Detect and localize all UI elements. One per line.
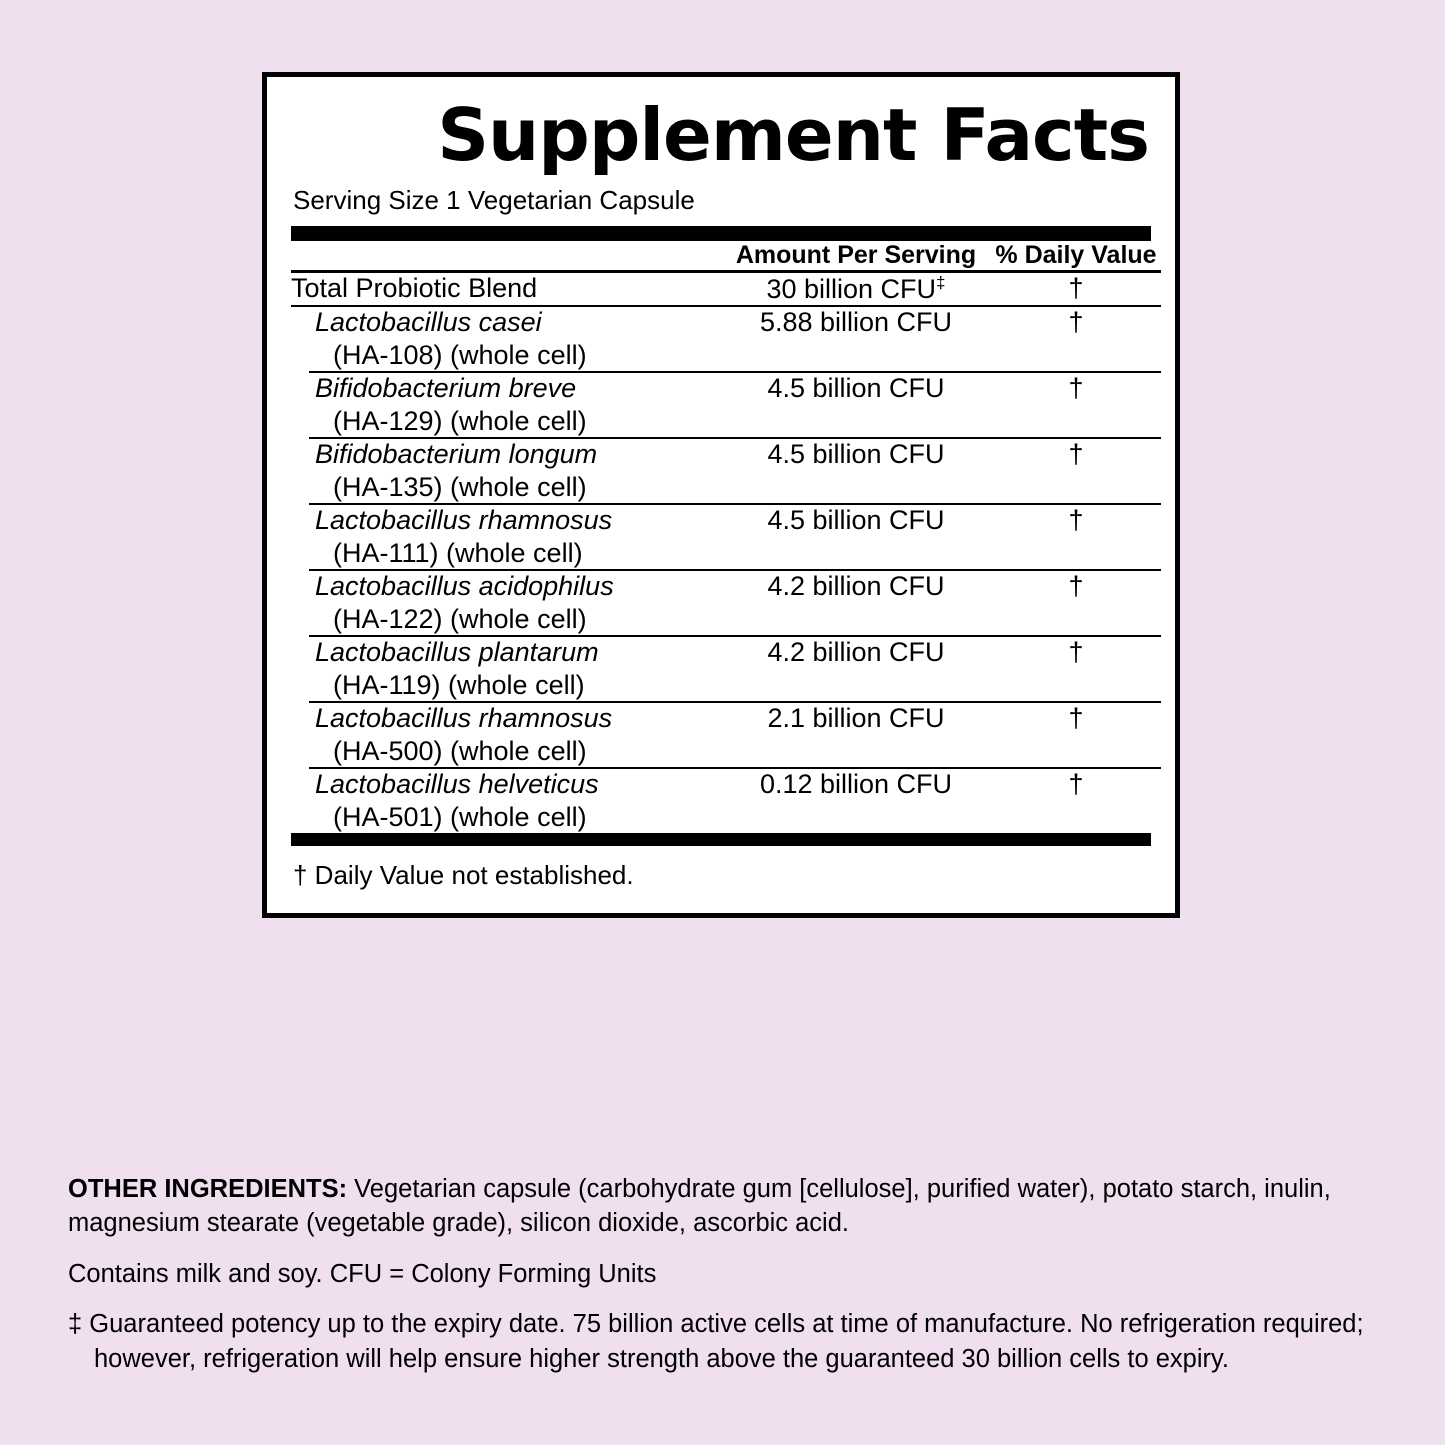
organism-name: Lactobacillus helveticus [315, 769, 599, 799]
ingredient-name-cell [291, 439, 721, 503]
ingredient-dv: † [1068, 769, 1084, 799]
strain-name: (HA-501) (whole cell) [333, 802, 587, 832]
ingredient-amount: 4.5 billion CFU [767, 439, 945, 469]
ingredient-amount: 5.88 billion CFU [759, 307, 953, 337]
table-row [291, 373, 1161, 437]
strain-name: (HA-111) (whole cell) [333, 538, 583, 568]
total-blend-amount-marker: ‡ [936, 273, 946, 292]
ingredient-dv: † [1068, 703, 1084, 733]
supplement-facts-panel [262, 72, 1180, 918]
ingredient-name-cell [291, 505, 721, 569]
ingredient-amount: 0.12 billion CFU [759, 769, 953, 799]
ingredient-dv: † [1068, 439, 1084, 469]
ingredient-dv: † [1068, 307, 1084, 337]
header-daily-value: % Daily Value [995, 241, 1157, 269]
strain-name: (HA-119) (whole cell) [333, 670, 585, 700]
panel-title: Supplement Facts [437, 93, 1149, 177]
organism-name: Lactobacillus acidophilus [315, 571, 614, 601]
ingredient-amount: 4.5 billion CFU [767, 505, 945, 535]
other-ingredients-text: Vegetarian capsule (carbohydrate gum [cellulose], purified water), potato starch, inulin, magnesium stearate (vegetable grade), silicon dioxide, ascorbic acid. [68, 1175, 1331, 1238]
ingredient-name-cell [291, 307, 721, 371]
rule-thick-bottom [291, 833, 1151, 846]
organism-name: Lactobacillus casei [315, 307, 542, 337]
table-header-row [291, 241, 1161, 270]
ingredient-amount: 4.2 billion CFU [767, 637, 945, 667]
ingredient-dv: † [1068, 571, 1084, 601]
total-blend-dv: † [1068, 273, 1084, 303]
organism-name: Bifidobacterium breve [315, 373, 577, 403]
table-row [291, 637, 1161, 701]
ingredient-name-cell [291, 637, 721, 701]
organism-name: Lactobacillus rhamnosus [315, 703, 613, 733]
table-row [291, 703, 1161, 767]
table-row [291, 571, 1161, 635]
facts-table [291, 241, 1161, 833]
daily-value-footnote: † Daily Value not established. [293, 860, 634, 890]
organism-name: Bifidobacterium longum [315, 439, 598, 469]
ingredient-name-cell [291, 571, 721, 635]
header-amount-per-serving: Amount Per Serving [735, 241, 977, 269]
strain-name: (HA-135) (whole cell) [333, 472, 587, 502]
total-blend-amount-text: 30 billion CFU [766, 274, 937, 304]
strain-name: (HA-500) (whole cell) [333, 736, 587, 766]
ingredient-name-cell [291, 769, 721, 833]
organism-name: Lactobacillus rhamnosus [315, 505, 613, 535]
total-blend-label: Total Probiotic Blend [291, 273, 538, 303]
lower-text-block [68, 1172, 1388, 1376]
ingredient-dv: † [1068, 505, 1084, 535]
other-ingredients-paragraph [68, 1172, 1388, 1241]
ingredient-dv: † [1068, 373, 1084, 403]
header-name [291, 241, 721, 270]
other-ingredients-label: OTHER INGREDIENTS: [68, 1175, 348, 1203]
serving-size: Serving Size 1 Vegetarian Capsule [293, 185, 695, 215]
strain-name: (HA-122) (whole cell) [333, 604, 587, 634]
contains-allergens: Contains milk and soy. CFU = Colony Forming Units [68, 1259, 657, 1288]
ingredient-name-cell [291, 703, 721, 767]
rule-thick-top [291, 226, 1151, 241]
table-row [291, 505, 1161, 569]
table-row [291, 439, 1161, 503]
table-row [291, 769, 1161, 833]
strain-name: (HA-129) (whole cell) [333, 406, 587, 436]
ingredient-amount: 4.2 billion CFU [767, 571, 945, 601]
strain-name: (HA-108) (whole cell) [333, 340, 587, 370]
total-blend-amount [721, 273, 991, 305]
ingredient-amount: 4.5 billion CFU [767, 373, 945, 403]
ingredient-dv: † [1068, 637, 1084, 667]
ingredient-amount: 2.1 billion CFU [767, 703, 945, 733]
ingredient-name-cell [291, 373, 721, 437]
potency-note: ‡ Guaranteed potency up to the expiry date. 75 billion active cells at time of manufacture. No refrigeration required; however, refrigeration will help ensure higher strength above the guaranteed 30 billion cells to expiry. [68, 1310, 1364, 1373]
table-row [291, 273, 1161, 305]
table-row [291, 307, 1161, 371]
organism-name: Lactobacillus plantarum [315, 637, 599, 667]
